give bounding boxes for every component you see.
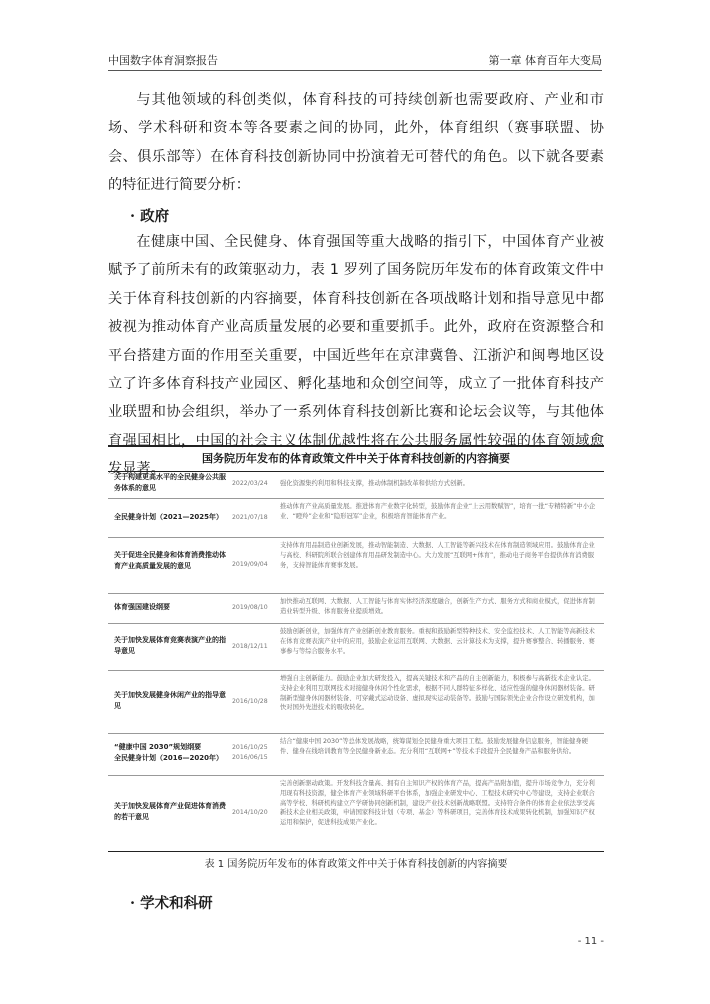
table-cell-content: 鼓励创新创业，加强体育产业创新创业教育服务。重视和鼓励新型特种技术、安全监控技术、人工智能等高新技术在体育竞赛表演产业中的应用，鼓励企业运用互联网、大数据、云计算技术为支撑，提升赛事整合、转播服务、赛事参与等综合服务水平。 (280, 628, 595, 655)
table-cell-document: 体育强国建设纲要 (114, 603, 170, 611)
table-row (108, 593, 604, 624)
table-cell-date-secondary: 2016/06/15 (232, 754, 268, 761)
table-cell-date: 2019/08/10 (232, 604, 268, 611)
table-cell-document: 关于加快发展健身休闲产业的指导意见 (114, 691, 226, 710)
section-heading-government: · 政府 (130, 208, 170, 225)
table-title: 国务院历年发布的体育政策文件中关于体育科技创新的内容摘要 (108, 445, 604, 472)
body-paragraph-government: 在健康中国、全民健身、体育强国等重大战略的指引下，中国体育产业被赋予了前所未有的政策驱动力，表 1 罗列了国务院历年发布的体育政策文件中关于体育科技创新的内容摘要，体育科技创新在各项战略计划和指导意见中都被视为推动体育产业高质量发展的必要和重要抓手。此外，政府在资源整合和平台搭建方面的作用至关重要，中国近些年在京津冀鲁、江浙沪和闽粤地区设立了许多体育科技产业园区、孵化基地和众创空间等，成立了一批体育科技产业联盟和协会组织，举办了一系列体育科技创新比赛和论坛会议等，与其他体育强国相比，中国的社会主义体制优越性将在公共服务属性较强的体育领域愈发显著。 (108, 234, 604, 478)
table-row (108, 670, 604, 734)
page-number: - 11 - (577, 936, 604, 947)
table-cell-document: “健康中国 2030”规划纲要 (114, 743, 202, 751)
table-row (108, 469, 604, 499)
page-header (108, 50, 602, 71)
table-row (108, 733, 604, 776)
table-row (108, 623, 604, 671)
table-cell-content: 结合“健康中国 2030”等总体发展战略，统筹谋划全民健身重大项目工程。鼓励发展健身信息服务，智能健身硬件、健身在线培训教育等全民健身新业态。充分利用“互联网+”等技术手段提升全民健身产品和服务供给。 (280, 738, 588, 755)
table-cell-content: 强化资源集约利用和科技支撑，推动体制机制改革和供给方式创新。 (280, 480, 469, 487)
policy-table (108, 445, 604, 851)
table-row (108, 537, 604, 594)
table-cell-date: 2022/03/24 (232, 480, 268, 487)
table-cell-document: 全民健身计划（2021—2025年） (114, 513, 223, 521)
table-cell-content: 增强自主创新能力。鼓励企业加大研发投入，提高关键技术和产品的自主创新能力，积极参与高新技术企业认定。支持企业利用互联网技术对接健身休闲个性化需求，根据不同人群特征多样化、适应性强的健身休闲器材装备。研制新型健身休闲器材装备、可穿戴式运动设备、虚拟现实运动装备等。鼓励与国际领先企业合作设立研发机构，加快对国外先进技术的吸收转化。 (280, 675, 595, 712)
table-cell-date: 2014/10/20 (232, 809, 268, 816)
table-row (108, 775, 604, 852)
table-cell-content: 完善创新驱动政策。开发科技含量高、拥有自主知识产权的体育产品，提高产品附加值，提升市场竞争力，充分利用现有科技资源，健全体育产业领域科研平台体系，加强企业研发中心、工程技术研究中心等建设，支持企业联合高等学校、科研机构建立产学研协同创新机制，建设产业技术创新战略联盟。支持符合条件的体育企业依法享受高新技术企业相关政策，申请国家科技计划（专项、基金）等科研项目，完善体育技术成果转化机制，加强知识产权运用和保护，促进科技成果产业化。 (280, 780, 595, 827)
table-caption: 表 1 国务院历年发布的体育政策文件中关于体育科技创新的内容摘要 (204, 859, 508, 870)
table-cell-date: 2019/09/04 (232, 561, 268, 568)
table-cell-content: 加快推动互联网、大数据、人工智能与体育实体经济深度融合，创新生产方式、服务方式和商业模式，促进体育制造业转型升级、体育服务业提质增效。 (280, 598, 595, 615)
table-cell-date: 2018/12/11 (232, 643, 268, 650)
table-cell-document: 关于构建更高水平的全民健身公共服务体系的意见 (114, 473, 226, 492)
header-chapter-title: 第一章 体育百年大变局 (488, 54, 602, 67)
table-cell-content: 推动体育产业高质量发展。推进体育产业数字化转型，鼓励体育企业“上云用数赋智”，培育一批“专精特新”中小企业、“瞪羚”企业和“隐形冠军”企业，积极培育智能体育产业。 (280, 503, 596, 520)
table-cell-document: 关于促进全民健身和体育消费推动体育产业高质量发展的意见 (114, 551, 226, 570)
table-cell-date: 2016/10/28 (232, 698, 268, 705)
table-cell-date: 2021/07/18 (232, 514, 268, 521)
table-cell-date: 2016/10/25 (232, 744, 268, 751)
table-cell-document: 关于加快发展体育竞赛表演产业的指导意见 (114, 636, 226, 655)
table-cell-document: 关于加快发展体育产业促进体育消费的若干意见 (114, 802, 226, 821)
table-row (108, 498, 604, 538)
section-heading-academic: · 学术和科研 (130, 895, 213, 912)
table-cell-content: 支持体育用品制造业创新发展，推动智能制造、大数据、人工智能等新兴技术在体育制造领域应用。鼓励体育企业与高校、科研院所联合创建体育用品研发制造中心。大力发展“互联网+体育”，推动电子商务平台提供体育消费服务，支持智能体育赛事发展。 (280, 542, 595, 569)
body-paragraph-intro: 与其他领域的科创类似，体育科技的可持续创新也需要政府、产业和市场、学术科研和资本等各要素之间的协同，此外，体育组织（赛事联盟、协会、俱乐部等）在体育科技创新协同中扮演着无可替代的角色。以下就各要素的特征进行简要分析： (108, 92, 604, 194)
table-cell-document-secondary: 全民健身计划（2016—2020年） (114, 754, 223, 762)
header-report-title: 中国数字体育洞察报告 (108, 54, 218, 67)
